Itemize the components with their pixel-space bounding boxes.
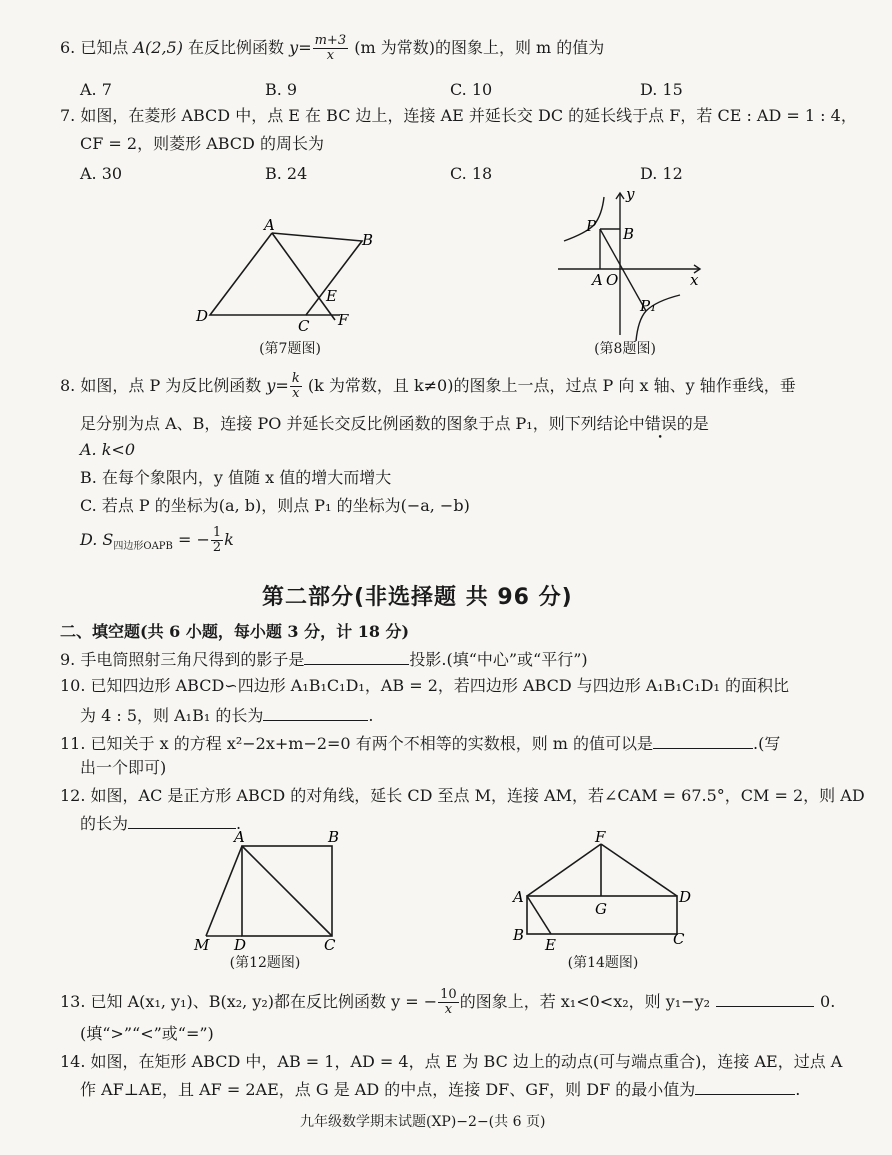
- q13-line1: [60, 988, 835, 1017]
- q8-line2: [80, 414, 709, 434]
- q6-text-post: (m 为常数)的图象上，则 m 的值为: [354, 38, 605, 57]
- q12-answer-blank[interactable]: [128, 812, 236, 829]
- fig8-label-p: P: [586, 217, 597, 235]
- q12-l2-post: .: [236, 814, 242, 833]
- question-9: [60, 648, 588, 670]
- q7-option-c: C. 18: [450, 164, 493, 183]
- q8-frac-num: k: [291, 371, 300, 386]
- q6-point: A(2,5): [133, 38, 183, 57]
- q6-frac-den: x: [326, 48, 335, 63]
- fig12-label-a: A: [234, 828, 245, 846]
- q13-frac-num: 10: [440, 987, 457, 1002]
- fig7-label-b: B: [362, 231, 374, 249]
- question-6: [60, 34, 604, 63]
- q10-l2-pre: 为 4 : 5，则 A₁B₁ 的长为: [80, 706, 264, 725]
- q10-line2: [80, 704, 373, 726]
- q9-answer-blank[interactable]: [304, 648, 409, 665]
- fig14-label-e: E: [545, 936, 556, 954]
- q8-fraction: [290, 372, 302, 401]
- q6-fn-lhs: y=: [289, 38, 312, 57]
- figure-7-rhombus: [190, 215, 374, 340]
- q11-line2: 出一个即可): [80, 758, 167, 777]
- fig14-label-d: D: [679, 888, 692, 906]
- q8-d-num: 1: [212, 525, 222, 540]
- q14-l2-post: .: [795, 1080, 801, 1099]
- q13-answer-blank[interactable]: [716, 990, 814, 1007]
- q12-l2-pre: 的长为: [80, 814, 129, 833]
- fig8-label-o: O: [606, 271, 619, 289]
- q8-l1-post: (k 为常数，且 k≠0)的图象上一点，过点 P 向 x 轴、y 轴作垂线，垂: [307, 376, 796, 395]
- page-footer: 九年级数学期末试题(XP)−2−(共 6 页): [300, 1114, 546, 1130]
- q7-option-b: B. 24: [265, 164, 308, 183]
- fig7-label-d: D: [196, 307, 209, 325]
- q6-number: 6.: [60, 38, 76, 57]
- q7-line2: CF = 2，则菱形 ABCD 的周长为: [80, 134, 324, 153]
- q8-emphasis-wrong: 错误: [644, 414, 677, 433]
- q13-fraction: [438, 988, 459, 1017]
- fig14-label-c: C: [673, 930, 685, 948]
- q10-line1: 10. 已知四边形 ABCD∽四边形 A₁B₁C₁D₁，AB = 2，若四边形 ABCD 与四边形 A₁B₁C₁D₁ 的面积比: [60, 676, 789, 695]
- q6-frac-num: m+3: [314, 33, 347, 48]
- q8-option-c: C. 若点 P 的坐标为(a, b)，则点 P₁ 的坐标为(−a, −b): [80, 496, 470, 515]
- q8-d-den: 2: [212, 540, 222, 555]
- fig8-label-b: B: [623, 225, 635, 243]
- figure-8-graph: [550, 185, 710, 345]
- q8-d-fraction: [211, 526, 223, 555]
- fig12-label-m: M: [194, 936, 210, 954]
- q6-option-c: C. 10: [450, 80, 493, 99]
- q13-mid: 的图象上，若 x₁<0<x₂，则 y₁−y₂: [459, 992, 711, 1011]
- fig14-label-f: F: [595, 828, 606, 846]
- q6-option-a: A. 7: [80, 80, 112, 99]
- q8-d-k: k: [224, 530, 234, 549]
- q7-option-a: A. 30: [80, 164, 123, 183]
- fig14-label-b: B: [513, 926, 525, 944]
- q8-option-d: [80, 526, 234, 557]
- figure-12-square: [190, 828, 350, 953]
- section-2-heading: 二、填空题(共 6 小题，每小题 3 分，计 18 分): [60, 622, 410, 641]
- q13-frac-den: x: [444, 1002, 453, 1017]
- q14-line2: [80, 1078, 800, 1100]
- figure-14-rectangle: [505, 826, 695, 954]
- q8-l1-pre: 8. 如图，点 P 为反比例函数: [60, 376, 262, 395]
- fig8-label-a: A: [592, 271, 603, 289]
- q13-pre: 13. 已知 A(x₁, y₁)、B(x₂, y₂)都在反比例函数 y = −: [60, 992, 438, 1011]
- q14-l2-pre: 作 AF⊥AE，且 AF = 2AE，点 G 是 AD 的中点，连接 DF、GF，则 DF 的最小值为: [80, 1080, 696, 1099]
- fig14-label-g: G: [595, 900, 607, 918]
- q11-post: .(写: [753, 734, 781, 753]
- q6-option-b: B. 9: [265, 80, 298, 99]
- fig12-label-c: C: [324, 936, 336, 954]
- q8-option-a: A. k<0: [80, 440, 136, 459]
- q8-option-b: B. 在每个象限内，y 值随 x 值的增大而增大: [80, 468, 392, 487]
- q13-line2: (填“>”“<”或“=”): [80, 1024, 214, 1043]
- q6-text: 已知点: [80, 38, 129, 57]
- q8-l2-end: 的是: [676, 414, 709, 433]
- fig12-label-b: B: [328, 828, 340, 846]
- q8-line1: [60, 372, 796, 401]
- q7-option-d: D. 12: [640, 164, 683, 183]
- fig8-label-p1: P₁: [640, 297, 657, 315]
- fig12-caption: (第12题图): [229, 955, 301, 971]
- q8-fn-lhs: y=: [266, 376, 289, 395]
- fig8-label-x: x: [690, 271, 699, 289]
- fig7-label-e: E: [326, 287, 337, 305]
- fig12-label-d: D: [234, 936, 247, 954]
- q8-frac-den: x: [292, 386, 300, 401]
- q6-fraction: [313, 34, 349, 63]
- fig7-caption: (第7题图): [259, 341, 321, 357]
- q13-post: 0.: [820, 992, 836, 1011]
- q11-answer-blank[interactable]: [653, 732, 753, 749]
- q8-d-mid: = −: [172, 530, 210, 549]
- q11-line1: [60, 732, 780, 754]
- q14-line1: 14. 如图，在矩形 ABCD 中，AB = 1，AD = 4，点 E 为 BC 边上的动点(可与端点重合)，连接 AE，过点 A: [60, 1052, 843, 1071]
- q12-line1: 12. 如图，AC 是正方形 ABCD 的对角线，延长 CD 至点 M，连接 AM，若∠CAM = 67.5°，CM = 2，则 AD: [60, 786, 865, 805]
- q7-line1: 7. 如图，在菱形 ABCD 中，点 E 在 BC 边上，连接 AE 并延长交 DC 的延长线于点 F，若 CE : AD = 1 : 4，: [60, 106, 857, 125]
- q14-answer-blank[interactable]: [695, 1078, 795, 1095]
- q11-pre: 11. 已知关于 x 的方程 x²−2x+m−2=0 有两个不相等的实数根，则 m 的值可以是: [60, 734, 654, 753]
- q8-l2-text: 足分别为点 A、B，连接 PO 并延长交反比例函数的图象于点 P₁，则下列结论中: [80, 414, 645, 433]
- q10-answer-blank[interactable]: [263, 704, 368, 721]
- q10-l2-post: .: [368, 706, 374, 725]
- fig8-caption: (第8题图): [594, 341, 656, 357]
- q9-post: 投影.(填“中心”或“平行”): [409, 650, 588, 669]
- fig14-label-a: A: [513, 888, 524, 906]
- q9-pre: 9. 手电筒照射三角尺得到的影子是: [60, 650, 305, 669]
- fig7-label-a: A: [264, 216, 275, 234]
- fig7-label-f: F: [338, 311, 349, 329]
- q6-text-mid: 在反比例函数: [188, 38, 285, 57]
- q8-d-sub: 四边形OAPB: [113, 541, 173, 553]
- fig8-label-y: y: [626, 185, 635, 203]
- q6-option-d: D. 15: [640, 80, 683, 99]
- q8-d-s: D. S: [80, 530, 114, 549]
- fig7-label-c: C: [298, 317, 310, 335]
- part-2-title: 第二部分(非选择题 共 96 分): [262, 585, 573, 610]
- fig14-caption: (第14题图): [567, 955, 639, 971]
